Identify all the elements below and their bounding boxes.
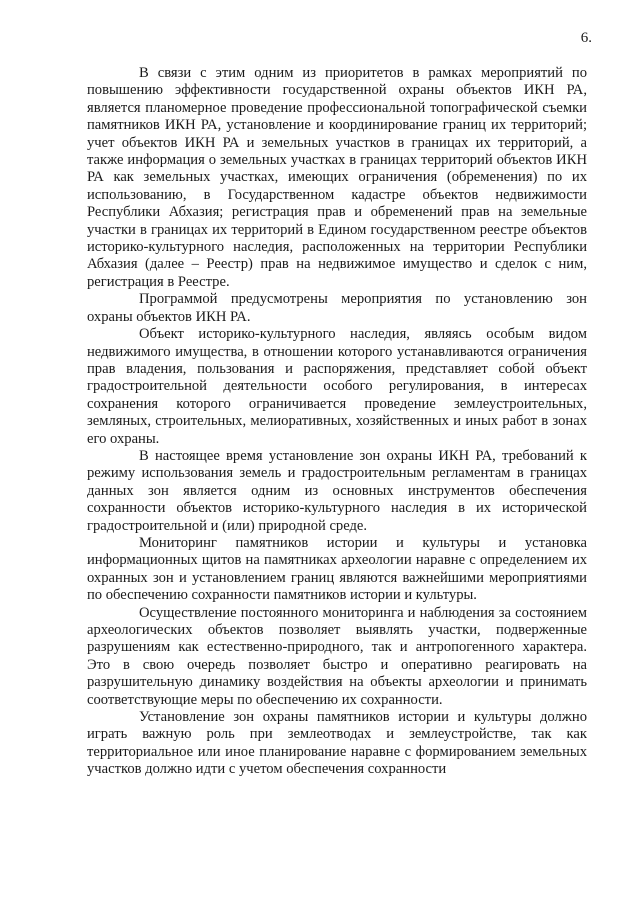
page-number: 6. — [580, 30, 592, 46]
paragraph-7: Установление зон охраны памятников истории и культуры должно играть важную роль при землеотводах и землеустройстве, так как территориальное или иное планирование наравне с формированием земельных участков должно идти с учетом обеспечения сохранности — [87, 709, 587, 778]
paragraph-1: В связи с этим одним из приоритетов в рамках мероприятий по повышению эффективности государственной охраны объектов ИКН РА, является планомерное проведение профессиональной топографической съемки памятников ИКН РА, установление и координирование границ их территорий; учет объектов ИКН РА и земельных участков в границах их территорий, а также информация о земельных участках в границах территорий объектов ИКН РА как земельных участках, имеющих ограничения (обременения) по их использованию, в Государственном кадастре объектов недвижимости Республики Абхазия; регистрация прав и обременений прав на земельные участки в границах их территорий в Едином государственном реестре объектов историко-культурного наследия, расположенных на территории Республики Абхазия (далее – Реестр) прав на недвижимое имущество и сделок с ним, регистрация в Реестре. — [87, 65, 587, 290]
paragraph-4: В настоящее время установление зон охраны ИКН РА, требований к режиму использования земель и градостроительным регламентам в границах данных зон является одним из основных инструментов обеспечения сохранности объектов историко-культурного наследия в их исторической градостроительной и (или) природной среде. — [87, 447, 587, 534]
document-body — [87, 65, 587, 779]
paragraph-6: Осуществление постоянного мониторинга и наблюдения за состоянием археологических объектов позволяет выявлять участки, подверженные разрушениям как естественно-природного, так и антропогенного характера. Это в свою очередь позволяет быстро и оперативно реагировать на разрушительную динамику воздействия на объекты археологии и принимать соответствующие меры по обеспечению их сохранности. — [87, 604, 587, 708]
paragraph-2: Программой предусмотрены мероприятия по установлению зон охраны объектов ИКН РА. — [87, 291, 587, 325]
paragraph-5: Мониторинг памятников истории и культуры и установка информационных щитов на памятниках археологии наравне с определением их охранных зон и установлением границ являются важнейшими мероприятиями по обеспечению сохранности памятников истории и культуры. — [87, 534, 587, 604]
paragraph-3: Объект историко-культурного наследия, являясь особым видом недвижимого имущества, в отношении которого устанавливаются ограничения прав владения, пользования и распоряжения, представляет собой объект градостроительной деятельности особого регулирования, в интересах сохранения которого ограничивается проведение землеустроительных, земляных, строительных, мелиоративных, хозяйственных и иных работ в зонах его охраны. — [87, 326, 587, 447]
